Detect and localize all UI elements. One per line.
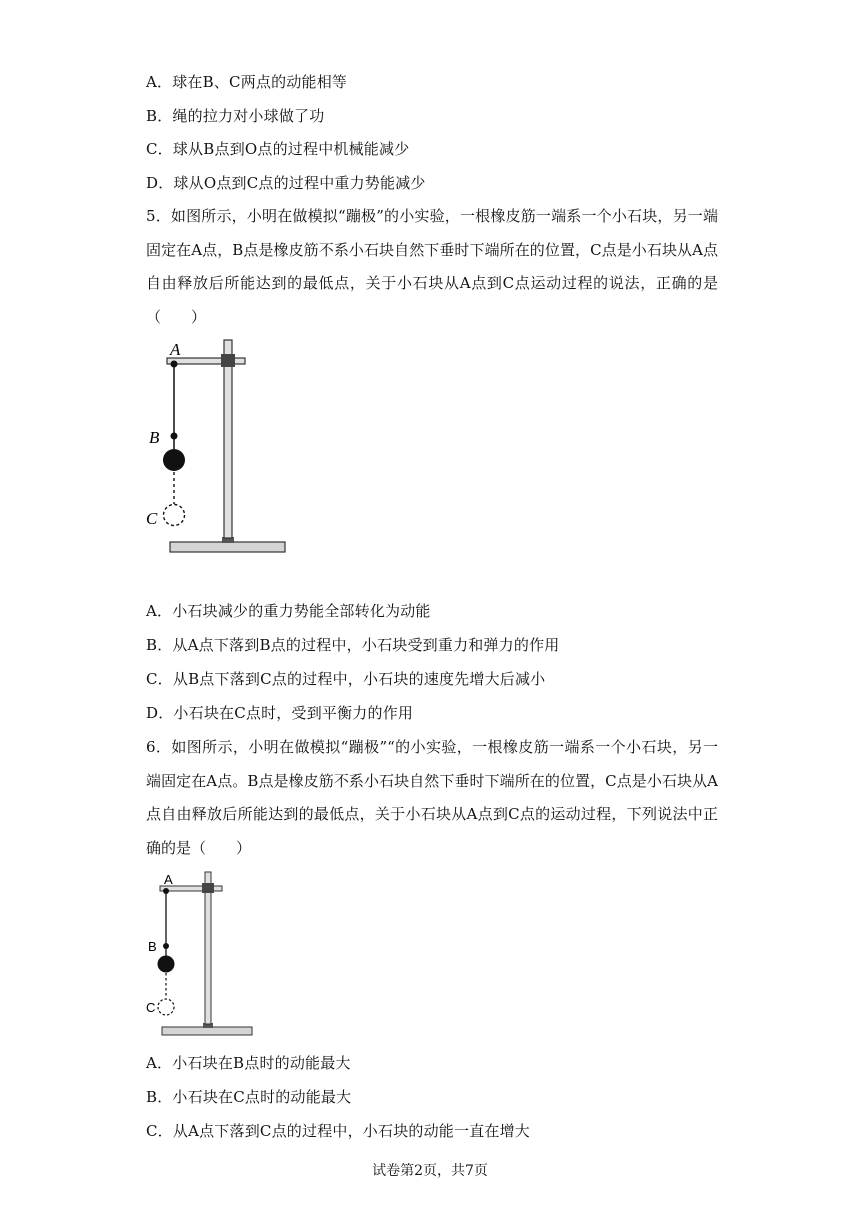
page-footer: 试卷第2页，共7页 xyxy=(372,1163,488,1179)
q6-option-c: C．从A点下落到C点的过程中，小石块的动能一直在增大 xyxy=(146,1122,530,1140)
q5-option-d: D．小石块在C点时，受到平衡力的作用 xyxy=(146,704,414,722)
label-c: C xyxy=(146,1000,156,1015)
q6-option-b: B．小石块在C点时的动能最大 xyxy=(146,1088,352,1106)
lowest-position-c xyxy=(158,999,174,1015)
q4-option-c: C．球从B点到O点的过程中机械能减少 xyxy=(146,140,410,158)
q4-option-a: A．球在B、C两点的动能相等 xyxy=(146,73,348,91)
q5-option-a: A．小石块减少的重力势能全部转化为动能 xyxy=(146,602,431,620)
label-b: B xyxy=(149,428,160,447)
label-c: C xyxy=(146,509,158,528)
stone-ball xyxy=(163,449,185,471)
q5-figure xyxy=(140,335,300,560)
q6-option-a: A．小石块在B点时的动能最大 xyxy=(146,1054,351,1072)
label-a: A xyxy=(170,340,181,359)
label-a: A xyxy=(164,872,173,887)
label-b: B xyxy=(148,939,157,954)
q5-option-c: C．从B点下落到C点的过程中，小石块的速度先增大后减小 xyxy=(146,670,546,688)
q4-option-d: D．球从O点到C点的过程中重力势能减少 xyxy=(146,174,426,192)
q6-figure xyxy=(140,866,270,1041)
q5-stem: 5．如图所示，小明在做模拟“蹦极”的小实验，一根橡皮筋一端系一个小石块，另一端固定在A点，B点是橡皮筋不系小石块自然下垂时下端所在的位置，C点是小石块从A点自由释放后所能达到的最低点，关于小石块从A点到C点运动过程的说法，正确的是（ ） xyxy=(146,207,718,326)
q5-option-b: B．从A点下落到B点的过程中，小石块受到重力和弹力的作用 xyxy=(146,636,560,654)
q6-stem: 6．如图所示，小明在做模拟“蹦极”“的小实验，一根橡皮筋一端系一个小石块，另一端固定在A点。B点是橡皮筋不系小石块自然下垂时下端所在的位置，C点是小石块从A点自由释放后所能达到的最低点，关于小石块从A点到C点的运动过程，下列说法中正确的是（ ） xyxy=(146,738,718,857)
stone-ball xyxy=(158,956,175,973)
q4-option-b: B．绳的拉力对小球做了功 xyxy=(146,107,325,125)
lowest-position-c xyxy=(164,505,185,526)
